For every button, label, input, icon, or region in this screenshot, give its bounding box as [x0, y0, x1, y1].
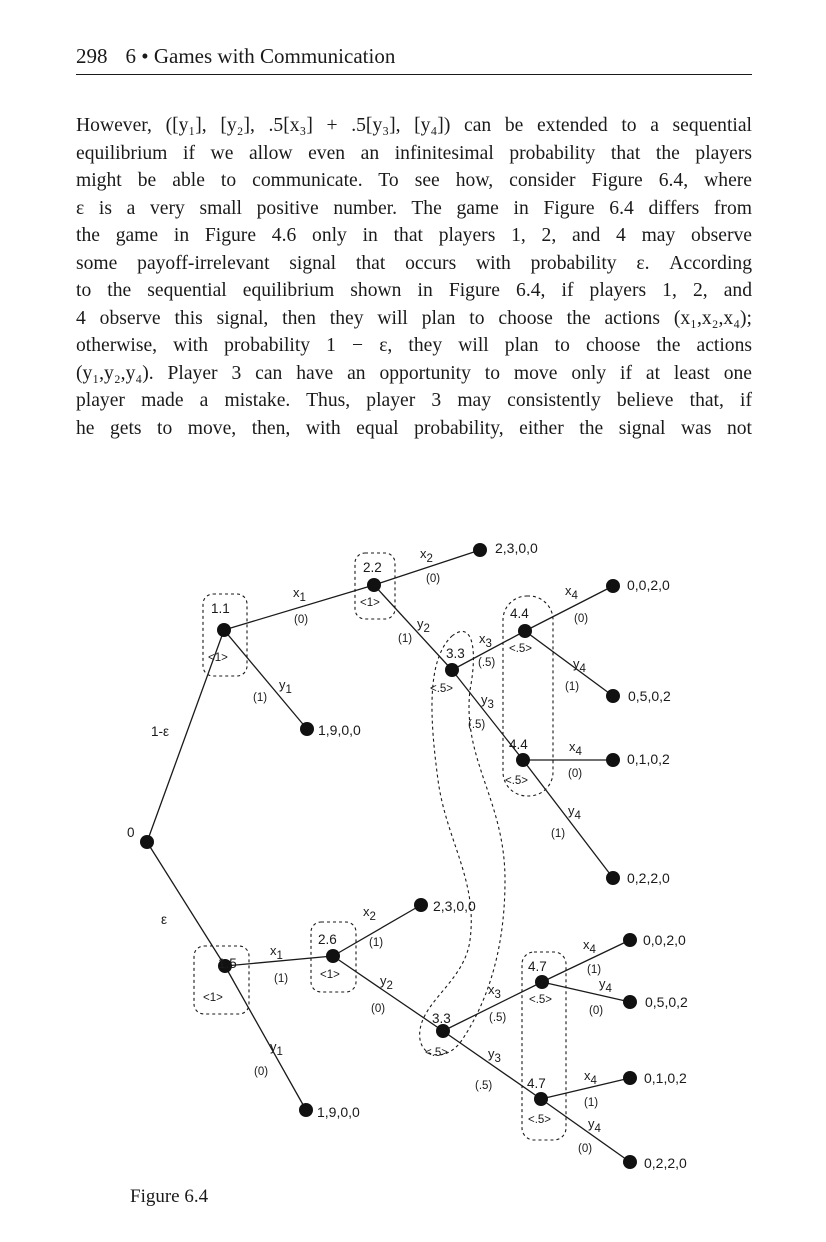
- info-set-label: 2.6: [318, 932, 337, 947]
- payoff-label: 0,0,2,0: [627, 577, 670, 593]
- tree-edge: [225, 966, 306, 1110]
- move-prob-label: (1): [565, 681, 580, 693]
- terminal-node: [623, 1155, 637, 1169]
- terminal-node: [623, 995, 637, 1009]
- action-label: y4: [573, 656, 586, 675]
- paragraph-line: to the sequential equilibrium shown in Figure 6.4, if players 1, 2, and: [76, 280, 752, 301]
- action-label: y4: [588, 1116, 601, 1135]
- terminal-node: [606, 871, 620, 885]
- payoff-label: 0,5,0,2: [645, 994, 688, 1010]
- paragraph-line: However, ([y₁], [y₂], .5[x₃] + .5[y₃], [y₄]) can be extended to a sequential: [76, 115, 752, 136]
- action-label: y2: [380, 973, 393, 992]
- decision-node: [217, 623, 231, 637]
- paragraph-line: player made a mistake. Thus, player 3 may consistently believe that, if: [76, 390, 752, 411]
- belief-label: <1>: [203, 992, 223, 1004]
- move-prob-label: (.5): [475, 1080, 493, 1092]
- move-prob-label: (1): [551, 828, 566, 840]
- info-set-label: 4.7: [527, 1076, 546, 1091]
- paragraph-line: (y₁,y₂,y₄). Player 3 can have an opportunity to move only if at least one: [76, 362, 752, 384]
- info-set-label: 3.3: [446, 646, 465, 661]
- tree-edge: [542, 982, 630, 1002]
- terminal-node: [623, 1071, 637, 1085]
- action-label: y4: [599, 976, 612, 995]
- chance-prob-label: 1-ε: [151, 724, 170, 739]
- move-prob-label: (.5): [489, 1012, 507, 1024]
- info-set-label: 3.3: [432, 1011, 451, 1026]
- action-label: x3: [488, 982, 501, 1001]
- payoff-label: 1,9,0,0: [318, 722, 361, 738]
- action-label: y3: [488, 1046, 501, 1065]
- terminal-node: [473, 543, 487, 557]
- move-prob-label: (0): [589, 1005, 604, 1017]
- info-set-label: 1.1: [211, 601, 230, 616]
- belief-label: <.5>: [425, 1047, 449, 1059]
- payoff-label: 0,5,0,2: [628, 688, 671, 704]
- move-prob-label: (1): [253, 692, 268, 704]
- tree-edge: [147, 842, 225, 966]
- root-label: 0: [127, 825, 135, 840]
- action-label: x1: [293, 585, 306, 604]
- belief-label: <1>: [320, 969, 340, 981]
- belief-label: <1>: [208, 652, 228, 664]
- action-label: y3: [481, 692, 494, 711]
- figure-caption: Figure 6.4: [130, 1186, 209, 1207]
- chance-prob-label: ε: [161, 912, 168, 927]
- chance-node: [140, 835, 154, 849]
- payoff-label: 0,1,0,2: [644, 1070, 687, 1086]
- payoff-label: 0,2,2,0: [627, 870, 670, 886]
- move-prob-label: (0): [568, 768, 583, 780]
- move-prob-label: (0): [574, 613, 589, 625]
- paragraph-line: some payoff-irrelevant signal that occurs with probability ε. According: [76, 252, 752, 274]
- paragraph-line: he gets to move, then, with equal probability, either the signal was not: [76, 417, 752, 439]
- info-set-label: 1.5: [218, 956, 237, 971]
- paragraph-line: equilibrium if we allow even an infinitesimal probability that the players: [76, 142, 752, 164]
- chapter-title: 6 • Games with Communication: [125, 44, 396, 68]
- terminal-node: [606, 753, 620, 767]
- action-label: y4: [568, 803, 581, 822]
- terminal-node: [299, 1103, 313, 1117]
- move-prob-label: (1): [587, 964, 602, 976]
- decision-node: [445, 663, 459, 677]
- action-label: y1: [279, 677, 292, 696]
- move-prob-label: (0): [371, 1003, 386, 1015]
- move-prob-label: (1): [274, 973, 289, 985]
- action-label: y2: [417, 616, 430, 635]
- action-label: y1: [270, 1039, 283, 1058]
- decision-node: [436, 1024, 450, 1038]
- tree-edge: [333, 956, 443, 1031]
- page-number: 298: [76, 44, 108, 68]
- terminal-node: [606, 579, 620, 593]
- paragraph-line: the game in Figure 4.6 only in that players 1, 2, and 4 may observe: [76, 225, 752, 246]
- decision-node: [534, 1092, 548, 1106]
- move-prob-label: (1): [584, 1097, 599, 1109]
- terminal-node: [623, 933, 637, 947]
- decision-node: [516, 753, 530, 767]
- belief-label: <.5>: [430, 683, 454, 695]
- action-label: x2: [420, 546, 433, 565]
- decision-node: [367, 578, 381, 592]
- info-set-label: 2.2: [363, 560, 382, 575]
- paragraph-line: otherwise, with probability 1 − ε, they will plan to choose the actions: [76, 335, 752, 356]
- move-prob-label: (1): [398, 633, 413, 645]
- payoff-label: 2,3,0,0: [495, 540, 538, 556]
- action-label: x2: [363, 904, 376, 923]
- action-label: x1: [270, 943, 283, 962]
- payoff-label: 0,2,2,0: [644, 1155, 687, 1171]
- action-label: x3: [479, 631, 492, 650]
- action-label: x4: [584, 1068, 597, 1087]
- payoff-label: 0,0,2,0: [643, 932, 686, 948]
- payoff-label: 0,1,0,2: [627, 751, 670, 767]
- tree-edge: [374, 585, 452, 670]
- belief-label: <1>: [360, 597, 380, 609]
- tree-edge: [224, 630, 307, 729]
- move-prob-label: (.5): [468, 719, 486, 731]
- action-label: x4: [569, 739, 582, 758]
- move-prob-label: (1): [369, 937, 384, 949]
- move-prob-label: (0): [426, 573, 441, 585]
- move-prob-label: (0): [294, 614, 309, 626]
- terminal-node: [606, 689, 620, 703]
- move-prob-label: (.5): [478, 657, 496, 669]
- decision-node: [535, 975, 549, 989]
- belief-label: <.5>: [528, 1114, 552, 1126]
- payoff-label: 2,3,0,0: [433, 898, 476, 914]
- terminal-node: [414, 898, 428, 912]
- action-label: x4: [565, 583, 578, 602]
- move-prob-label: (0): [578, 1143, 593, 1155]
- info-set-label: 4.4: [509, 737, 528, 752]
- action-label: x4: [583, 937, 596, 956]
- move-prob-label: (0): [254, 1066, 269, 1078]
- paragraph-line: might be able to communicate. To see how, consider Figure 6.4, where: [76, 170, 752, 191]
- paragraph-line: ε is a very small positive number. The game in Figure 6.4 differs from: [76, 197, 752, 219]
- payoff-label: 1,9,0,0: [317, 1104, 360, 1120]
- info-set-label: 4.7: [528, 959, 547, 974]
- belief-label: <.5>: [529, 994, 553, 1006]
- decision-node: [518, 624, 532, 638]
- belief-label: <.5>: [509, 643, 533, 655]
- terminal-node: [300, 722, 314, 736]
- decision-node: [326, 949, 340, 963]
- info-set-label: 4.4: [510, 606, 529, 621]
- paragraph-line: 4 observe this signal, then they will plan to choose the actions (x₁,x₂,x₄);: [76, 307, 752, 329]
- belief-label: <.5>: [505, 775, 529, 787]
